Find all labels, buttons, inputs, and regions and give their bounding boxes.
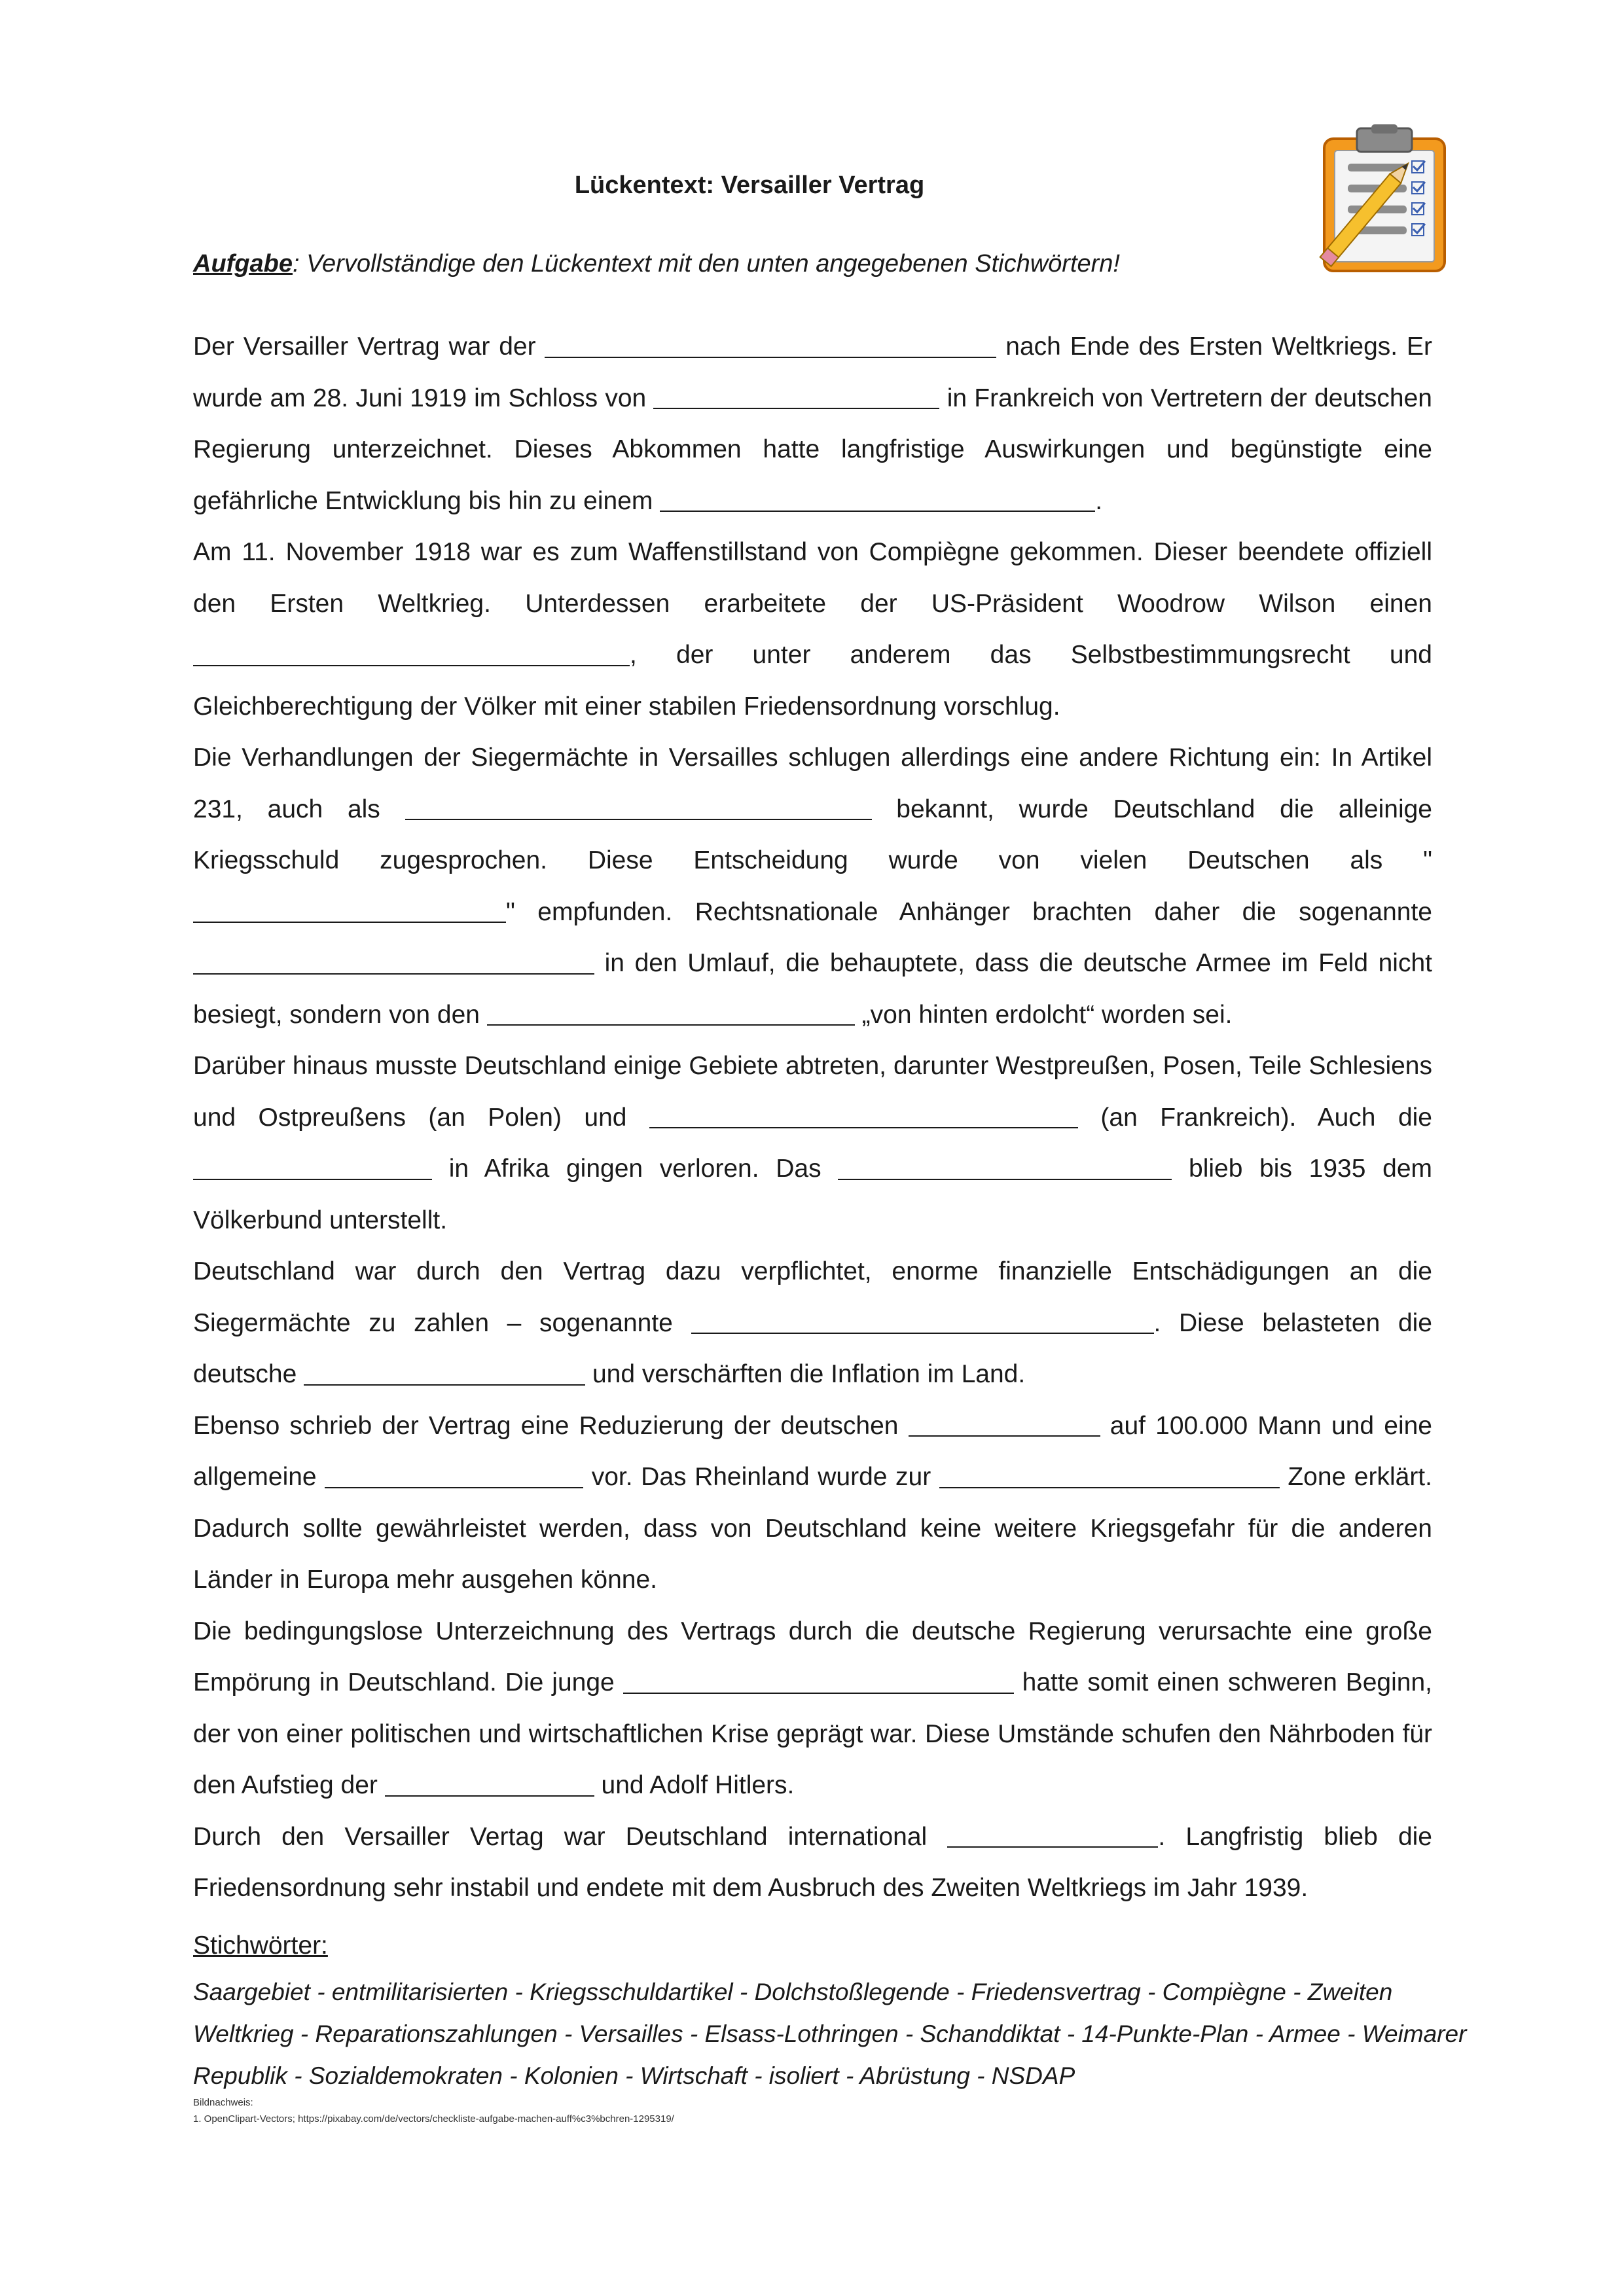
- task-label: Aufgabe: [193, 250, 293, 278]
- text-segment: Ebenso schrieb der Vertrag eine Reduzierung der deutschen: [193, 1411, 909, 1440]
- text-segment: " empfunden. Rechtsnationale Anhänger brachten daher die sogenannte: [506, 897, 1432, 926]
- blank[interactable]: [193, 896, 506, 923]
- blank[interactable]: [487, 999, 855, 1026]
- text-segment: „von hinten erdolcht“ worden sei.: [854, 1000, 1233, 1029]
- keywords-heading: Stichwörter:: [193, 1931, 328, 1960]
- paragraph-2: [193, 527, 1432, 732]
- text-segment: Zone erklärt. Dadurch sollte gewährleistet werden, dass von Deutschland keine weitere Kriegsgefahr für die anderen Länder in Europa mehr ausgehen könne.: [193, 1463, 1432, 1594]
- paragraph-7: [193, 1606, 1432, 1812]
- blank[interactable]: [325, 1462, 583, 1488]
- paragraph-6: [193, 1401, 1432, 1606]
- blank[interactable]: [947, 1821, 1158, 1848]
- text-segment: Deutschland war durch den Vertrag dazu verpflichtet, enorme finanzielle Entschädigungen an die Siegermächte zu zahlen – sogenannte: [193, 1257, 1432, 1337]
- text-segment: Die Verhandlungen der Siegermächte in Versailles schlugen allerdings eine andere Richtung ein: In Artikel 231, auch als: [193, 744, 1432, 823]
- text-segment: und Adolf Hitlers.: [594, 1771, 795, 1799]
- paragraph-5: [193, 1246, 1432, 1401]
- text-segment: Am 11. November 1918 war es zum Waffenstillstand von Compiègne gekommen. Dieser beendete offiziell den Ersten Weltkrieg. Unterdessen erarbeitete der US-Präsident Woodrow Wilson einen: [193, 538, 1432, 618]
- paragraph-4: [193, 1041, 1432, 1246]
- blank[interactable]: [545, 331, 996, 358]
- blank[interactable]: [623, 1667, 1014, 1694]
- text-segment: Darüber hinaus musste Deutschland einige Gebiete abtreten, darunter Westpreußen, Posen, Teile Schlesiens und Ostpreußens (an Polen) und: [193, 1052, 1432, 1132]
- image-credits-item: 1. OpenClipart-Vectors; https://pixabay.com/de/vectors/checkliste-aufgabe-machen-auff%c3%bchren-1295319/: [193, 2113, 674, 2125]
- text-segment: , der unter anderem das Selbstbestimmungsrecht und Gleichberechtigung der Völker mit einer stabilen Friedensordnung vorschlug.: [193, 641, 1432, 721]
- blank[interactable]: [193, 639, 630, 666]
- text-segment: blieb bis 1935 dem Völkerbund unterstellt.: [193, 1155, 1432, 1234]
- blank[interactable]: [385, 1770, 594, 1797]
- task-instruction: [193, 247, 1437, 280]
- blank[interactable]: [660, 485, 1095, 512]
- page-title: Lückentext: Versailler Vertrag: [574, 171, 925, 199]
- text-segment: hatte somit einen schweren Beginn, der von einer politischen und wirtschaftlichen Krise geprägt war. Diese Umstände schufen den Nährboden für den Aufstieg der: [193, 1668, 1432, 1799]
- blank[interactable]: [405, 793, 872, 820]
- keywords-list: Saargebiet - entmilitarisierten - Kriegsschuldartikel - Dolchstoßlegende - Friedensvertrag - Compiègne - Zweiten Weltkrieg - Reparationszahlungen - Versailles - Elsass-Lothringen - Schanddiktat - 14-Punkte-Plan - Armee - Weimarer Republik - Sozialdemokraten - Kolonien - Wirtschaft - isoliert - Abrüstung - NSDAP: [193, 1979, 1467, 2089]
- text-segment: (an Frankreich). Auch die: [1077, 1103, 1432, 1132]
- paragraph-8: [193, 1812, 1432, 1914]
- blank[interactable]: [304, 1359, 585, 1386]
- image-credits-label: Bildnachweis:: [193, 2097, 253, 2108]
- text-segment: Die bedingungslose Unterzeichnung des Vertrags durch die deutsche Regierung verursachte eine große Empörung in Deutschland. Die junge: [193, 1617, 1432, 1696]
- text-segment: in Frankreich von Vertretern der deutschen Regierung unterzeichnet. Dieses Abkommen hatte langfristige Auswirkungen und begünstigte eine gefährliche Entwicklung bis hin zu einem: [193, 384, 1432, 515]
- text-segment: in den Umlauf, die behauptete, dass die deutsche Armee im Feld nicht besiegt, sondern von den: [193, 949, 1432, 1029]
- blank[interactable]: [939, 1462, 1280, 1488]
- text-segment: bekannt, wurde Deutschland die alleinige Kriegsschuld zugesprochen. Diese Entscheidung wurde von vielen Deutschen als ": [193, 795, 1432, 874]
- cloze-text: [193, 321, 1432, 1914]
- text-segment: Der Versailler Vertrag war der: [193, 332, 545, 361]
- text-segment: nach Ende des Ersten Weltkriegs. Er wurde am 28. Juni 1919 im Schloss von: [193, 332, 1432, 412]
- text-segment: .: [1095, 486, 1103, 515]
- blank[interactable]: [909, 1410, 1100, 1437]
- text-segment: . Langfristig blieb die Friedensordnung sehr instabil und endete mit dem Ausbruch des Zweiten Weltkriegs im Jahr 1939.: [193, 1822, 1432, 1902]
- paragraph-3: [193, 732, 1432, 1041]
- blank[interactable]: [193, 1153, 432, 1180]
- text-segment: . Diese belasteten die deutsche: [193, 1308, 1432, 1388]
- blank[interactable]: [193, 948, 594, 975]
- text-segment: und verschärften die Inflation im Land.: [585, 1360, 1026, 1388]
- task-text: : Vervollständige den Lückentext mit den unten angegebenen Stichwörtern!: [293, 250, 1120, 278]
- text-segment: vor. Das Rheinland wurde zur: [583, 1463, 939, 1491]
- text-segment: in Afrika gingen verloren. Das: [432, 1155, 839, 1183]
- blank[interactable]: [838, 1153, 1172, 1180]
- blank[interactable]: [653, 382, 939, 409]
- text-segment: auf 100.000 Mann und eine allgemeine: [193, 1411, 1432, 1491]
- blank[interactable]: [691, 1307, 1154, 1334]
- paragraph-1: [193, 321, 1432, 527]
- blank[interactable]: [649, 1102, 1078, 1128]
- text-segment: Durch den Versailler Vertag war Deutschland international: [193, 1822, 948, 1851]
